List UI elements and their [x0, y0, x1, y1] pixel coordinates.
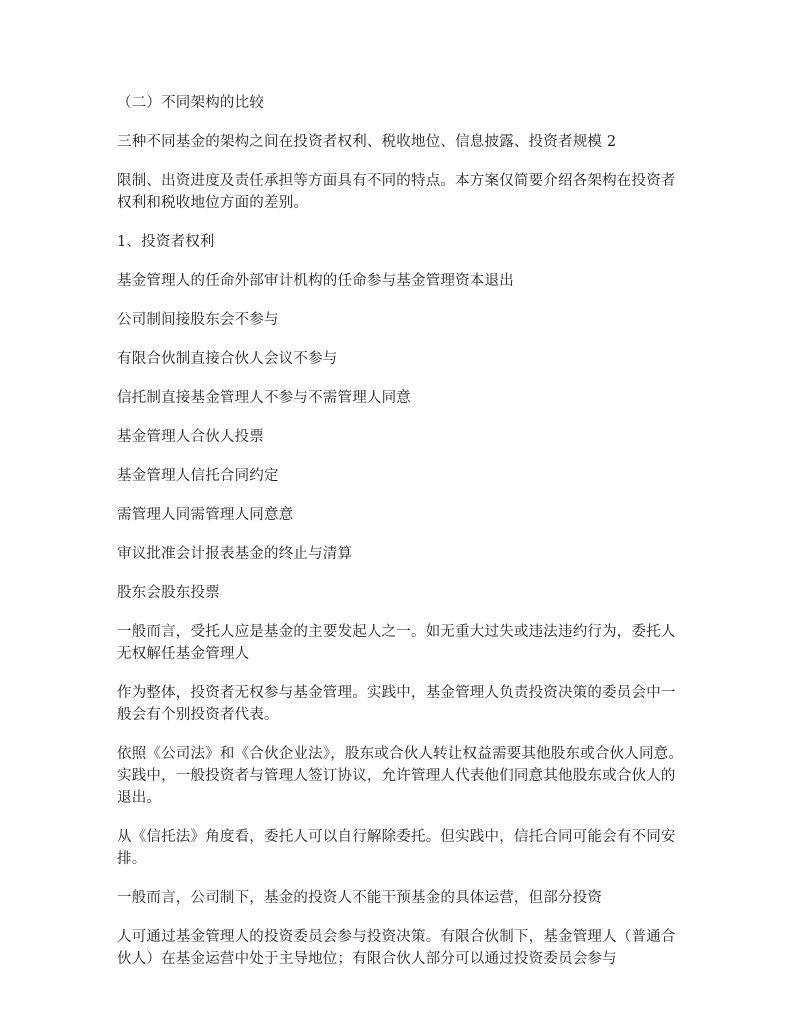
- table-row: 基金管理人信托合同约定: [117, 468, 279, 484]
- paragraph: 一般而言，受托人应是基金的主要发起人之一。如无重大过失或违法违约行为，委托人无权解任基金管理人: [117, 624, 676, 662]
- paragraph: 从《信托法》角度看，委托人可以自行解除委托。但实践中，信托合同可能会有不同安排。: [117, 829, 676, 867]
- table-row: 基金管理人合伙人投票: [117, 429, 264, 445]
- section-heading: （二）不同架构的比较: [117, 95, 264, 111]
- paragraph: 三种不同基金的架构之间在投资者权利、税收地位、信息披露、投资者规模 2: [117, 134, 617, 150]
- paragraph: 人可通过基金管理人的投资委员会参与投资决策。有限合伙制下，基金管理人（普通合伙人）在基金运营中处于主导地位；有限合伙人部分可以通过投资委员会参与: [117, 929, 676, 967]
- table-row: 信托制直接基金管理人不参与不需管理人同意: [117, 390, 411, 406]
- document-page: [117, 92, 687, 987]
- table-row: 需管理人同需管理人同意意: [117, 507, 294, 523]
- paragraph: 依照《公司法》和《合伙企业法》，股东或合伙人转让权益需要其他股东或合伙人同意。实践中，一般投资者与管理人签订协议，允许管理人代表他们同意其他股东或合伙人的退出。: [117, 746, 684, 806]
- subsection-heading: 1、投资者权利: [117, 234, 215, 250]
- table-row: 审议批准会计报表基金的终止与清算: [117, 546, 353, 562]
- table-row: 股东会股东投票: [117, 585, 220, 601]
- paragraph: 一般而言，公司制下，基金的投资人不能干预基金的具体运营，但部分投资: [117, 890, 603, 906]
- paragraph: 限制、出资进度及责任承担等方面具有不同的特点。本方案仅简要介绍各架构在投资者权利和税收地位方面的差别。: [117, 173, 676, 211]
- paragraph: 作为整体，投资者无权参与基金管理。实践中，基金管理人负责投资决策的委员会中一般会有个别投资者代表。: [117, 685, 676, 723]
- table-row: 公司制间接股东会不参与: [117, 312, 279, 328]
- table-row: 有限合伙制直接合伙人会议不参与: [117, 351, 338, 367]
- table-header-row: 基金管理人的任命外部审计机构的任命参与基金管理资本退出: [117, 273, 514, 289]
